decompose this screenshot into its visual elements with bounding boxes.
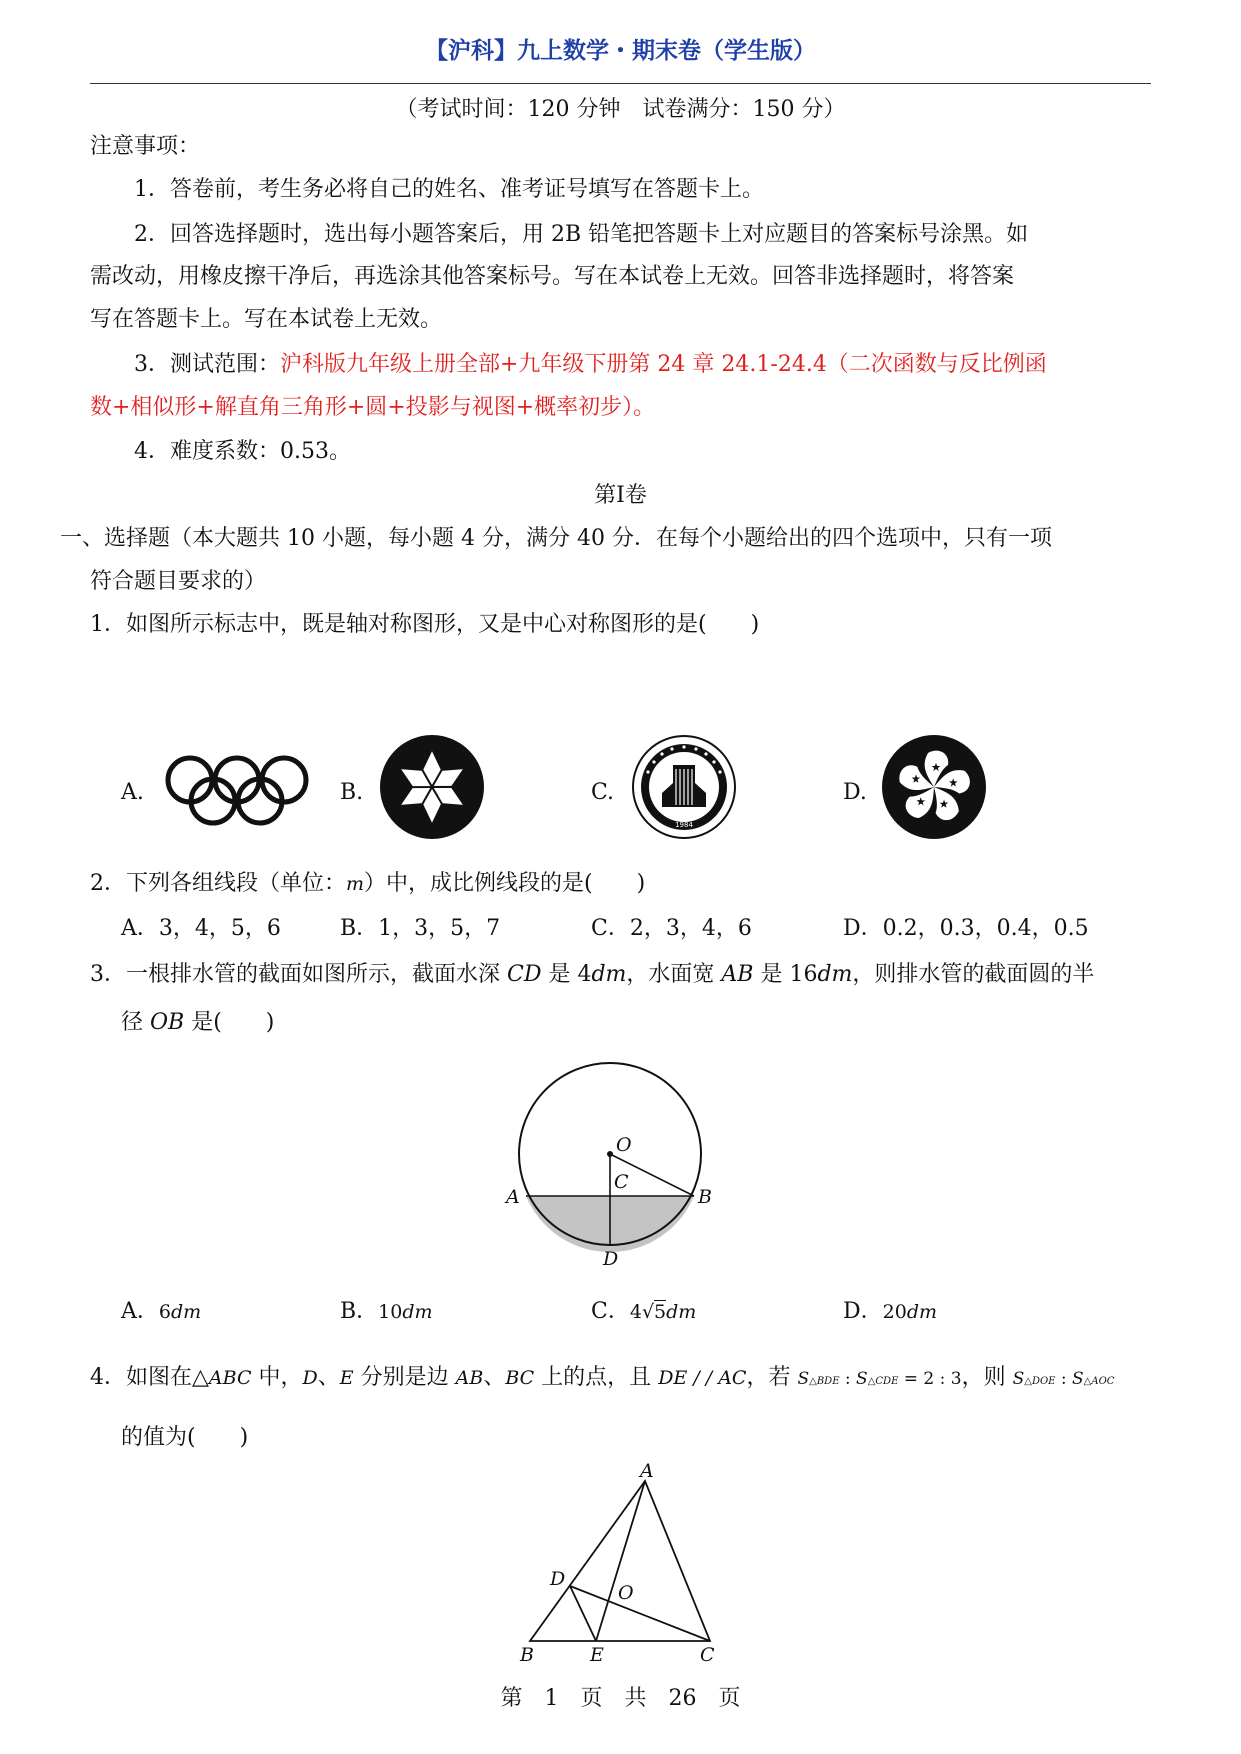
bauhinia-flower-icon (882, 735, 986, 839)
q2-option-b: B．1，3，5，7 (340, 916, 501, 941)
q2-stem-part-1: 2．下列各组线段（单位： (90, 871, 346, 896)
note-item-1: 1．答卷前，考生务必将自己的姓名、准考证号填写在答题卡上。 (134, 177, 764, 202)
q3-text: ，水面宽 (626, 962, 722, 987)
note-item-3-line-2: 数+相似形+解直角三角形+圆+投影与视图+概率初步）。 (90, 395, 656, 420)
q4-text: 、 (317, 1365, 340, 1390)
q3-option-d-label: D． (843, 1299, 883, 1324)
q3-option-d-value: 20 (882, 1301, 907, 1323)
olympic-rings-icon (163, 756, 311, 826)
q4-text: 、 (483, 1365, 506, 1390)
point-a-label: A (506, 1186, 520, 1208)
q3-option-a-value: 6 (158, 1301, 171, 1323)
q1-option-c-label: C. (591, 780, 615, 805)
question-3-stem-line-2 (121, 1008, 274, 1038)
q3-option-c-label: C． (591, 1299, 630, 1324)
tri-point-b-label: B (520, 1644, 534, 1666)
note-item-3-line-1 (134, 350, 1047, 380)
question-4-stem-line-2: 的值为( ) (121, 1425, 249, 1450)
tri-point-a-label: A (640, 1460, 654, 1482)
q3-circle-figure (506, 1053, 720, 1273)
hexagram-star-icon (380, 735, 484, 839)
note-item-4: 4．难度系数：0.53。 (134, 439, 351, 464)
q4-text: ，若 (746, 1365, 798, 1390)
point-d-label: D (603, 1248, 619, 1270)
q3-option-c-radicand: 5 (654, 1301, 667, 1323)
volume-title: 第Ⅰ卷 (594, 483, 647, 508)
q1-option-a-label: A. (121, 780, 144, 805)
q4-colon: : (1055, 1369, 1073, 1389)
q3-option-c-unit: dm (666, 1301, 697, 1323)
point-b-label: B (698, 1186, 712, 1208)
q3-text: ，则排水管的截面圆的半 (852, 962, 1095, 987)
q4-area-subscript: △BDE (809, 1376, 840, 1387)
question-2-stem (90, 869, 645, 899)
point-c-label: C (614, 1171, 629, 1193)
page-number: 第 1 页 共 26 页 (500, 1686, 741, 1711)
document-title: 【沪科】九上数学・期末卷（学生版） (425, 38, 816, 64)
tri-point-d-label: D (550, 1568, 566, 1590)
q2-option-d: D．0.2，0.3，0.4，0.5 (843, 916, 1089, 941)
q3-option-d-unit: dm (906, 1301, 938, 1323)
q3-unit: dm (591, 962, 627, 987)
q2-option-c: C．2，3，4，6 (591, 916, 752, 941)
q3-option-d (843, 1297, 937, 1327)
q3-option-c-coefficient: 4 (629, 1301, 642, 1323)
q4-area-symbol: S (797, 1369, 810, 1389)
test-scope-text: 沪科版九年级上册全部+九年级下册第 24 章 24.1-24.4（二次函数与反比例函 (280, 352, 1047, 377)
tri-point-o-label: O (618, 1582, 634, 1604)
q3-option-a-label: A． (121, 1299, 159, 1324)
q4-area-subscript: △DOE (1024, 1376, 1056, 1387)
q4-abc: ABC (208, 1367, 252, 1389)
tri-point-e-label: E (590, 1644, 604, 1666)
q4-area-subscript: △AOC (1083, 1376, 1115, 1387)
header-divider (90, 83, 1151, 84)
q3-cd: CD (507, 962, 542, 987)
q4-triangle-figure (520, 1460, 730, 1666)
q4-area-symbol: S (1012, 1369, 1025, 1389)
notes-title: 注意事项： (90, 134, 201, 159)
q4-text: 4．如图在△ (90, 1365, 209, 1390)
q4-text: 中， (251, 1365, 303, 1390)
q4-bc: BC (505, 1367, 535, 1389)
q4-area-symbol: S (856, 1369, 868, 1389)
q3-unit: dm (817, 962, 853, 987)
q3-ab: AB (721, 962, 754, 987)
q3-option-b-label: B． (340, 1299, 379, 1324)
section-1-heading-line-2: 符合题目要求的） (90, 569, 267, 594)
q3-text: 是 16 (753, 962, 818, 987)
q3-option-a-unit: dm (170, 1301, 202, 1323)
q3-text: 是 4 (541, 962, 592, 987)
q4-ab: AB (455, 1367, 484, 1389)
q4-text: ，则 (961, 1365, 1013, 1390)
q4-area-subscript: △CDE (867, 1376, 899, 1387)
seal-year-text: 1984 (675, 821, 693, 829)
q3-option-b-unit: dm (402, 1301, 433, 1323)
tri-point-c-label: C (700, 1644, 715, 1666)
point-o-label: O (616, 1134, 632, 1156)
q4-area-symbol: S (1072, 1369, 1084, 1389)
university-seal-icon (632, 735, 736, 839)
q3-text: 径 (121, 1010, 150, 1035)
q3-ob: OB (150, 1010, 185, 1035)
q3-text: 3．一根排水管的截面如图所示，截面水深 (90, 962, 507, 987)
section-1-heading-line-1: 一、选择题（本大题共 10 小题，每小题 4 分，满分 40 分．在每个小题给出的四个选项中，只有一项 (60, 526, 1052, 551)
question-3-stem-line-1 (90, 960, 1094, 990)
q3-option-a (121, 1297, 201, 1327)
q3-option-c (591, 1297, 696, 1327)
exam-info: （考试时间：120 分钟 试卷满分：150 分） (395, 97, 846, 122)
note-item-2-line-1: 2．回答选择题时，选出每小题答案后，用 2B 铅笔把答题卡上对应题目的答案标号涂黑。如 (134, 222, 1029, 247)
note-item-2-line-2: 需改动，用橡皮擦干净后，再选涂其他答案标号。写在本试卷上无效。回答非选择题时，将答案 (90, 264, 1015, 289)
question-1-stem: 1．如图所示标志中，既是轴对称图形，又是中心对称图形的是( ) (90, 612, 760, 637)
q4-parallel: DE / / AC (658, 1367, 747, 1389)
q2-option-a: A．3，4，5，6 (121, 916, 281, 941)
q3-option-b (340, 1297, 433, 1327)
q3-text: 是( ) (184, 1010, 275, 1035)
q4-text: 分别是边 (353, 1365, 456, 1390)
sqrt-icon: √ (641, 1301, 655, 1323)
q1-option-b-label: B. (340, 780, 364, 805)
q4-ratio-value: = 2 : 3 (898, 1369, 962, 1389)
q3-option-b-value: 10 (378, 1301, 403, 1323)
note-item-2-line-3: 写在答题卡上。写在本试卷上无效。 (90, 307, 443, 332)
q1-option-d-label: D. (843, 780, 867, 805)
note-item-3-prefix: 3．测试范围： (134, 352, 280, 377)
q2-unit: m (346, 873, 365, 895)
question-4-stem-line-1 (90, 1363, 1114, 1397)
q4-colon: : (839, 1369, 857, 1389)
q2-stem-part-2: ）中，成比例线段的是( ) (364, 871, 646, 896)
q4-d: D (302, 1367, 318, 1389)
q4-text: 上的点，且 (534, 1365, 659, 1390)
q4-e: E (339, 1367, 354, 1389)
